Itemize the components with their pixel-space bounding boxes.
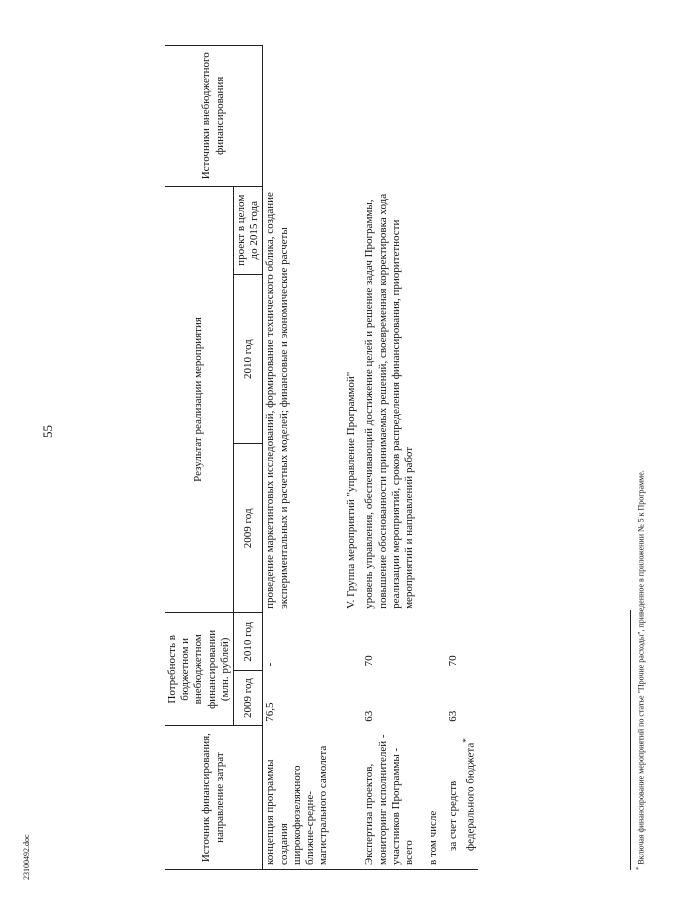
row-value-2009: 76,5 <box>264 702 277 722</box>
table-row <box>362 46 417 870</box>
table-row <box>441 46 478 870</box>
row-source-cell <box>441 726 478 870</box>
header-result: Результат реализации мероприятия <box>165 186 233 613</box>
section-title: V. Группа мероприятий "управление Программой" <box>345 371 358 609</box>
row-source: в том числе <box>417 726 441 870</box>
document-code: 23100492.doc <box>22 834 31 880</box>
row-value-2010: - <box>264 662 277 667</box>
row-value-2010: 70 <box>363 655 376 667</box>
header-result-2010: 2010 год <box>233 274 262 443</box>
header-need: Потребность в бюджетном и внебюджетном финансировании (млн. рублей) <box>165 613 233 726</box>
row-value-2009: 63 <box>363 710 376 722</box>
row-result: проведение маркетинговых исследований, формирование технического облика, создание экспериментальных и расчетных моделей; финансовые и экономические расчеты <box>264 192 290 609</box>
row-value-2009: 63 <box>447 710 460 722</box>
section-row <box>331 46 362 870</box>
rotated-page-content <box>165 45 685 870</box>
header-offbudget: Источники внебюджетного финансирования <box>165 46 263 187</box>
row-value-2010: 70 <box>447 655 460 667</box>
footnote-marker: * <box>460 738 471 743</box>
table-row <box>417 46 441 870</box>
table-row <box>263 46 331 870</box>
header-source: Источник финансирования, направление затрат <box>165 726 263 870</box>
row-source: концепция программы создания широкофюзеляжного ближне-средне-магистрального самолета <box>263 726 331 870</box>
header-need-2010: 2010 год <box>233 613 262 671</box>
row-source: за счет средств федерального бюджета <box>447 742 477 851</box>
footnote-divider <box>630 610 631 870</box>
footnote-mark: * <box>635 866 642 870</box>
footnote-text: Включая финансирование мероприятий по статье "Прочие расходы", приведенное в приложении № 5 к Программе. <box>636 470 646 865</box>
header-result-2009: 2009 год <box>233 444 262 613</box>
row-result: уровень управления, обеспечивающий достижение целей и решение задач Программы, повышение обоснованности принимаемых решений, своевременная корректировка хода реализации мероприятий, сроков распределения финансирования, приоритетности мероприятий и направлений работ <box>363 193 415 609</box>
page-number: 55 <box>40 425 55 438</box>
row-source: Экспертиза проектов, мониторинг исполнителей - участников Программы - всего <box>362 726 417 870</box>
header-need-2009: 2009 год <box>233 670 262 725</box>
header-result-2015: проект в целом до 2015 года <box>233 186 262 274</box>
financing-table <box>165 45 478 870</box>
footnote <box>635 470 646 870</box>
